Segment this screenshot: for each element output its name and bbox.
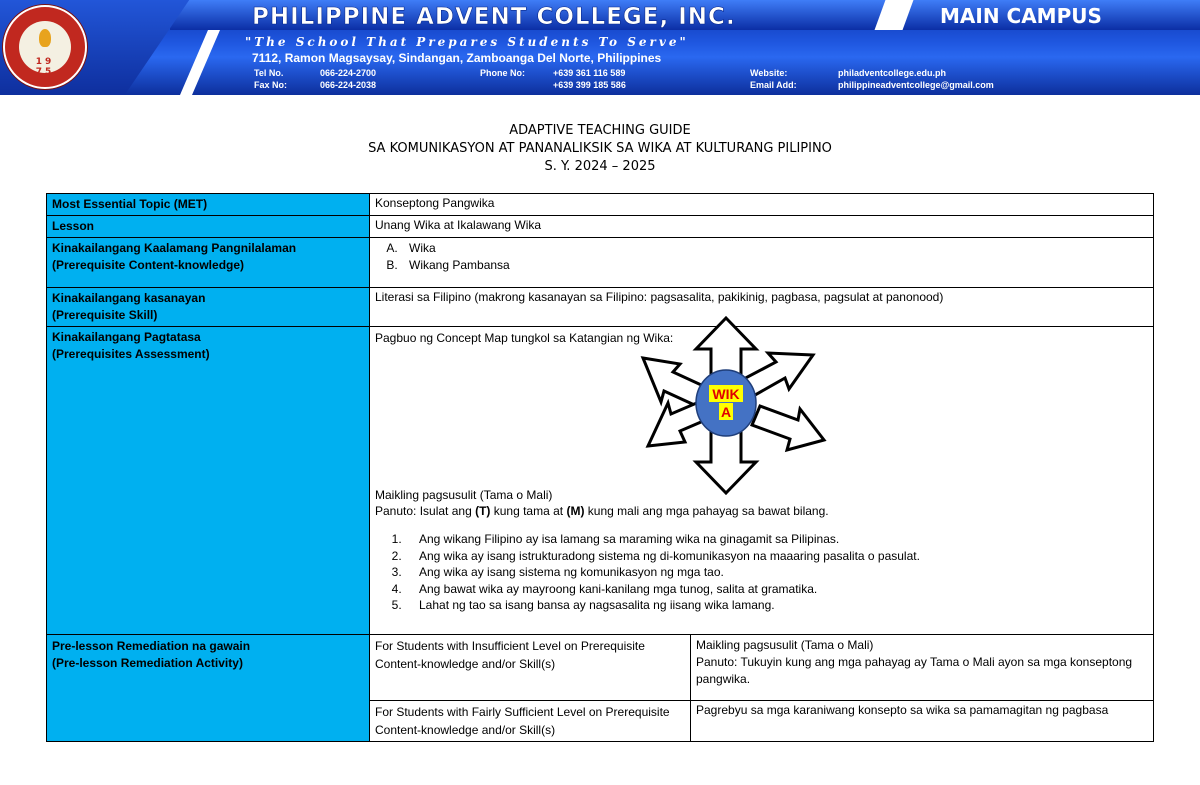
document-subtitle: SA KOMUNIKASYON AT PANANALIKSIK SA WIKA AT KULTURANG PILIPINO <box>368 141 832 156</box>
website-link[interactable]: philadventcollege.edu.ph <box>838 68 947 78</box>
banner-divider-left <box>180 30 220 95</box>
remediation-fairly-level: For Students with Fairly Sufficient Level on Prerequisite Content-knowledge and/or Skill(s) <box>370 701 691 742</box>
content-knowledge-label-line1: Kinakailangang Kaalamang Pangnilalaman <box>52 241 297 255</box>
content-knowledge-list <box>375 240 1148 274</box>
table-row-lesson <box>47 216 1154 238</box>
list-item: 4. Ang bawat wika ay mayroong kani-kanilang mga tunog, salita at gramatika. <box>405 581 1148 598</box>
assessment-label <box>47 327 370 635</box>
lesson-label: Lesson <box>47 216 370 238</box>
concept-map-instruction: Pagbuo ng Concept Map tungkol sa Katangian ng Wika: <box>375 331 674 345</box>
website-label: Website: <box>750 68 788 78</box>
document-title-block <box>0 122 1200 176</box>
lesson-value: Unang Wika at Ikalawang Wika <box>370 216 1154 238</box>
email-link[interactable]: philippineadventcollege@gmail.com <box>838 80 994 90</box>
phone-number-2: +639 399 185 586 <box>553 80 626 90</box>
arrow-lower-right-icon <box>752 406 824 450</box>
tel-label: Tel No. <box>254 68 284 78</box>
college-seal-logo <box>3 5 87 89</box>
list-item: 3. Ang wika ay isang sistema ng komunikasyon ng mga tao. <box>405 564 1148 581</box>
header-banner <box>0 0 1200 95</box>
remediation-insufficient-level: For Students with Insufficient Level on Prerequisite Content-knowledge and/or Skill(s) <box>370 635 691 701</box>
fax-number: 066-224-2038 <box>320 80 377 90</box>
skill-label-line2: (Prerequisite Skill) <box>52 308 158 322</box>
campus-label: MAIN CAMPUS <box>940 4 1102 28</box>
concept-map-center-label-2: A <box>720 404 732 420</box>
list-item: 2. Ang wika ay isang istrukturadong sistema ng di-komunikasyon na maaaring pasalita o pasulat. <box>405 548 1148 565</box>
remediation-label-line1: Pre-lesson Remediation na gawain <box>52 639 251 653</box>
skill-label-line1: Kinakailangang kasanayan <box>52 291 206 305</box>
quiz-list <box>375 531 1148 614</box>
table-row-remediation-insufficient <box>47 635 1154 701</box>
college-motto: "The School That Prepares Students To Serve" <box>245 35 689 49</box>
document-title: ADAPTIVE TEACHING GUIDE <box>509 123 691 138</box>
skill-value: Literasi sa Filipino (makrong kasanayan sa Filipino: pagsasalita, pakikinig, pagbasa, pagsulat at panonood) <box>370 288 1154 327</box>
concept-map-center-label-1: WIK <box>712 386 740 402</box>
list-item: 1. Ang wikang Filipino ay isa lamang sa maraming wika na ginagamit sa Pilipinas. <box>405 531 1148 548</box>
skill-label <box>47 288 370 327</box>
arrow-down-icon <box>696 431 756 493</box>
remediation-label <box>47 635 370 742</box>
college-address: 7112, Ramon Magsaysay, Sindangan, Zamboanga Del Norte, Philippines <box>252 51 662 65</box>
fax-label: Fax No: <box>254 80 288 90</box>
remediation-insufficient-activity <box>691 635 1154 701</box>
arrow-up-icon <box>696 318 756 375</box>
email-label: Email Add: <box>750 80 797 90</box>
list-item: B. Wikang Pambansa <box>401 257 1148 274</box>
torch-icon <box>39 29 51 47</box>
remediation-quiz-instruction: Panuto: Tukuyin kung ang mga pahayag ay Tama o Mali ayon sa mga konseptong pangwika. <box>696 655 1133 686</box>
phone-label: Phone No: <box>480 68 525 78</box>
assessment-label-line2: (Prerequisites Assessment) <box>52 347 210 361</box>
assessment-label-line1: Kinakailangang Pagtatasa <box>52 330 201 344</box>
content-knowledge-label <box>47 238 370 288</box>
met-label: Most Essential Topic (MET) <box>47 194 370 216</box>
remediation-fairly-activity: Pagrebyu sa mga karaniwang konsepto sa wika sa pamamagitan ng pagbasa <box>691 701 1154 742</box>
phone-number-1: +639 361 116 589 <box>553 68 626 78</box>
remediation-quiz-title: Maikling pagsusulit (Tama o Mali) <box>696 638 874 652</box>
content-knowledge-value <box>370 238 1154 288</box>
tel-number: 066-224-2700 <box>320 68 377 78</box>
content-knowledge-label-line2: (Prerequisite Content-knowledge) <box>52 258 245 272</box>
remediation-label-line2: (Pre-lesson Remediation Activity) <box>52 656 243 670</box>
concept-map-diagram <box>580 313 840 495</box>
table-row-content-knowledge <box>47 238 1154 288</box>
list-item: 5. Lahat ng tao sa isang bansa ay nagsasalita ng iisang wika lamang. <box>405 597 1148 614</box>
quiz-title: Maikling pagsusulit (Tama o Mali) <box>375 488 553 502</box>
school-year: S. Y. 2024 – 2025 <box>544 159 656 174</box>
college-name: PHILIPPINE ADVENT COLLEGE, INC. <box>252 4 736 30</box>
seal-year: 19 75 <box>35 57 55 77</box>
met-value: Konseptong Pangwika <box>370 194 1154 216</box>
quiz-instruction: Panuto: Isulat ang (T) kung tama at (M) kung mali ang mga pahayag sa bawat bilang. <box>375 504 829 518</box>
list-item: A. Wika <box>401 240 1148 257</box>
table-row-met <box>47 194 1154 216</box>
